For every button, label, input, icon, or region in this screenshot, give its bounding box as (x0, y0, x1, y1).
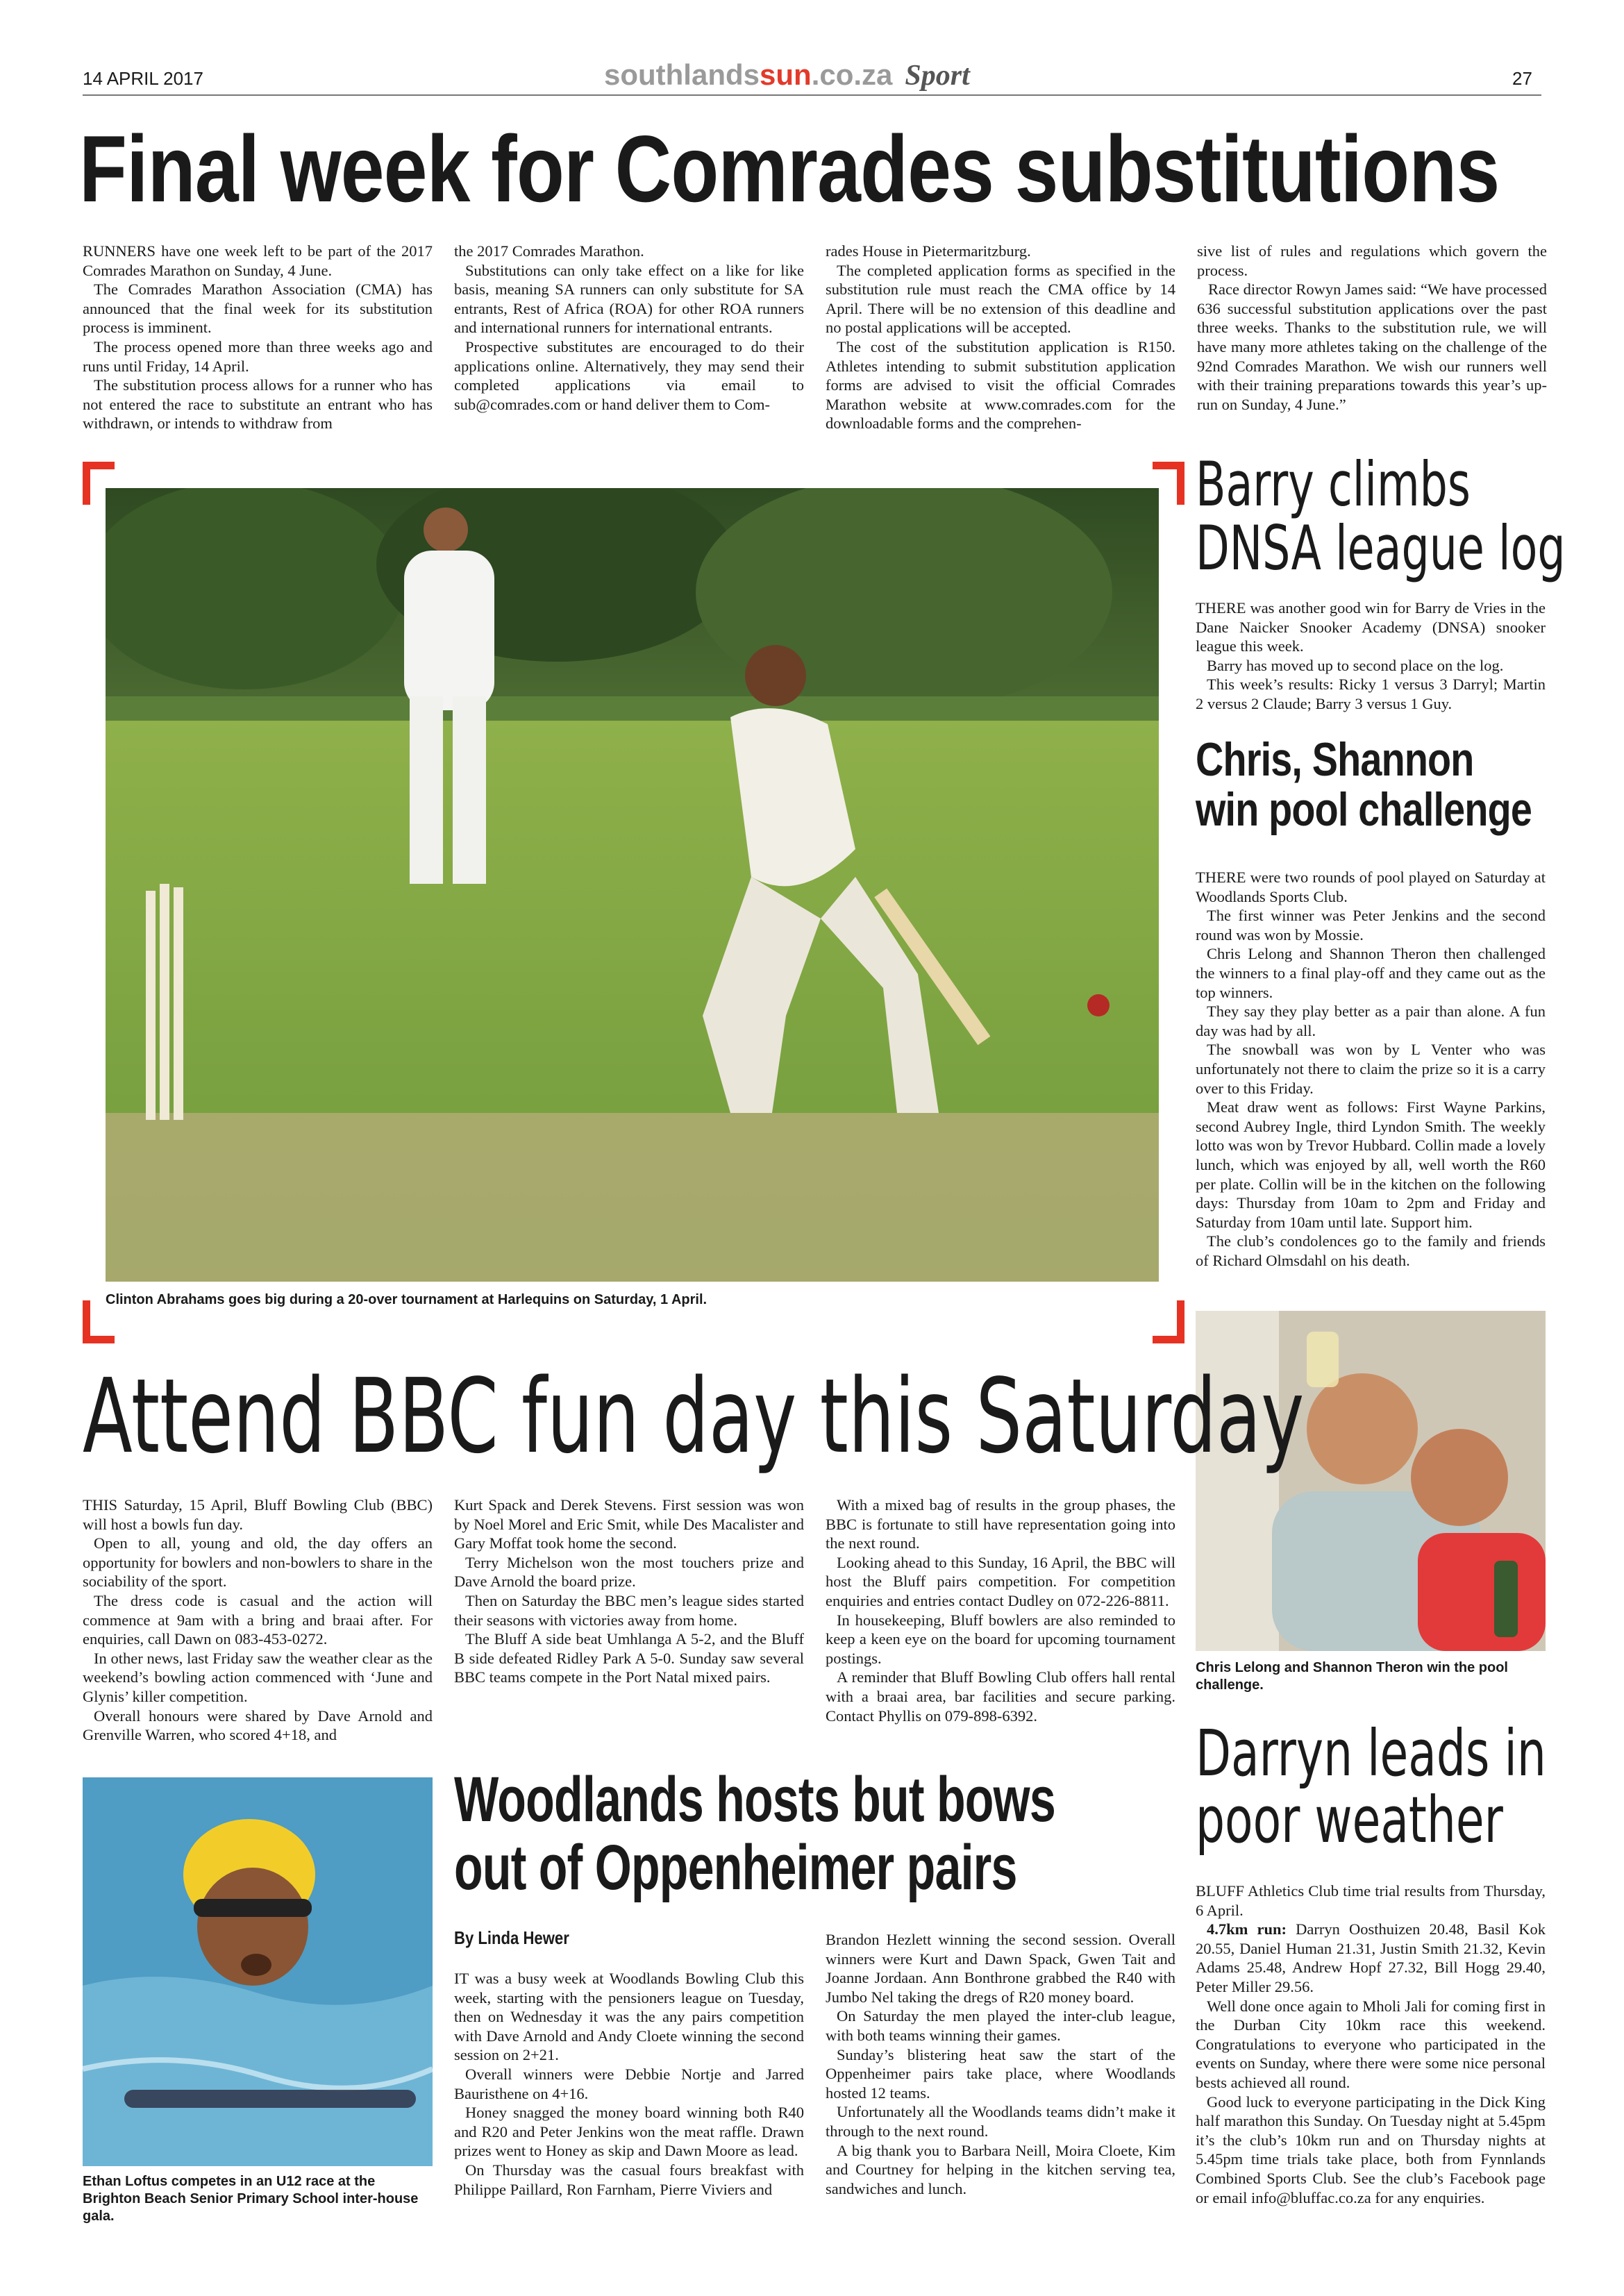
paragraph: IT was a busy week at Woodlands Bowling Club this week, starting with the pensioners league on Tuesday, then on Wednesday it was the any pairs competition with Dave Arnold and Andy Cloete winning the second session on 2+21. (454, 1970, 804, 2064)
paragraph: Then on Saturday the BBC men’s league sides started their seasons with victories away from home. (454, 1591, 804, 1629)
swimming-photo (83, 1777, 433, 2166)
paragraph: Overall honours were shared by Dave Arnold and Grenville Warren, who scored 4+18, and (83, 1707, 433, 1744)
paragraph: Unfortunately all the Woodlands teams didn’t make it through to the next round. (826, 2103, 1175, 2140)
masthead-domain: .co.za (811, 58, 893, 91)
paragraph: The cost of the substitution application is R150. Athletes intending to submit substitution application forms are advised to visit the official Comrades Marathon website at www.comrades.com for the downloadable forms and the comprehen- (826, 337, 1175, 433)
paragraph: Meat draw went as follows: First Wayne Parkins, second Aubrey Ingle, third Lyndon Smith. The weekly lotto was won by Trevor Hubbard. Collin made a lovely lunch, which was enjoyed by all, well worth the R60 per plate. Collin will be in the kitchen on the following days: Thursday from 10am to 2pm and Friday and Saturday from 10am until late. Support him. (1196, 1098, 1546, 1231)
woodlands-column-1 (454, 1969, 804, 2199)
header-rule (83, 94, 1541, 96)
paragraph: This week’s results: Ricky 1 versus 3 Darryl; Martin 2 versus 2 Claude; Barry 3 versus 1 Guy. (1196, 676, 1546, 712)
paragraph: The process opened more than three weeks ago and runs until Friday, 14 April. (83, 337, 433, 375)
bbc-headline: Attend BBC fun day this Saturday (83, 1357, 1305, 1476)
paragraph: In other news, last Friday saw the weather clear as the weekend’s bowling action commenced with ‘June and Glynis’ killer competition. (83, 1649, 433, 1705)
paragraph: the 2017 Comrades Marathon. (454, 242, 644, 260)
paragraph: Race director Rowyn James said: “We have processed 636 successful substitution applications over the past three weeks. Thanks to the substitution rule, we will have many more athletes taking on the challenge of the 92nd Comrades Marathon. We wish our runners well with their training preparations towards this year’s up-run on Sunday, 4 June.” (1197, 280, 1547, 413)
frame-right-bottom-bar (1177, 1300, 1184, 1343)
paragraph: Brandon Hezlett winning the second session. Overall winners were Kurt and Dawn Spack, Gwen Tait and Joanne Jordaan. Ann Bonthrone grabbed the R40 with Jumbo Nel taking the dregs of R20 money board. (826, 1931, 1175, 2006)
masthead-sun: sun (760, 58, 812, 91)
paragraph: The substitution process allows for a runner who has not entered the race to substitute an entrant who has withdrawn, or intends to withdraw from (83, 376, 433, 433)
paragraph: Barry has moved up to second place on the log. (1207, 656, 1504, 674)
paragraph: sive list of rules and regulations which govern the process. (1197, 242, 1547, 279)
stumps (146, 884, 183, 1120)
barry-story (1196, 598, 1546, 714)
paragraph: Chris Lelong and Shannon Theron then challenged the winners to a final play-off and they came out as the top winners. (1196, 945, 1546, 1001)
masthead-southlands: southlands (604, 58, 760, 91)
paragraph: A reminder that Bluff Bowling Club offers hall rental with a braai area, bar facilities and secure parking. Contact Phyllis on 079-898-6392. (826, 1668, 1175, 1725)
paragraph: Honey snagged the money board winning both R40 and R20 and Peter Jenkins won the meat raffle. Drawn prizes went to Honey as skip and Dawn Moore as lead. (454, 2104, 804, 2160)
paragraph: Looking ahead to this Sunday, 16 April, the BBC will host the Bluff pairs competition. For competition enquiries and entries contact Dudley on 072-226-8811. (826, 1553, 1175, 1609)
paragraph: A big thank you to Barbara Neill, Moira Cloete, Kim and Courtney for helping in the kitchen serving tea, sandwiches and lunch. (826, 2141, 1175, 2197)
swimming-photo-caption: Ethan Loftus competes in an U12 race at the Brighton Beach Senior Primary School inter-house gala. (83, 2174, 419, 2224)
woodlands-column-2 (826, 1930, 1175, 2198)
comrades-column-1 (83, 242, 433, 433)
paragraph: In housekeeping, Bluff bowlers are also reminded to keep a keen eye on the board for upcoming tournament postings. (826, 1611, 1175, 1667)
bbc-column-3 (826, 1495, 1175, 1725)
paragraph: Open to all, young and old, the day offers an opportunity for bowlers and non-bowlers to share in the sociability of the sport. (83, 1534, 433, 1591)
darryn-headline-line-1: Darryn leads in (1196, 1716, 1546, 1791)
page-number: 27 (1512, 68, 1532, 89)
cricket-scene (106, 488, 1159, 1282)
paragraph: Prospective substitutes are encouraged to do their applications online. Alternatively, they may send their completed applications via email to sub@comrades.com or hand deliver them to Com- (454, 337, 804, 413)
issue-date: 14 APRIL 2017 (83, 68, 203, 89)
paragraph: THERE was another good win for Barry de Vries in the Dane Naicker Snooker Academy (DNSA) snooker league this week. (1196, 599, 1546, 655)
cricket-photo (106, 488, 1159, 1282)
paragraph: With a mixed bag of results in the group phases, the BBC is fortunate to still have representation going into the next round. (826, 1496, 1175, 1552)
comrades-column-2 (454, 242, 804, 414)
woodlands-byline: By Linda Hewer (454, 1927, 569, 1948)
darryn-story (1196, 1882, 1546, 2207)
frame-left-top-bar (83, 462, 90, 505)
darryn-headline-line-2: poor weather (1196, 1783, 1503, 1857)
cricket-photo-caption: Clinton Abrahams goes big during a 20-over tournament at Harlequins on Saturday, 1 April. (106, 1292, 708, 1307)
paragraph: The Bluff A side beat Umhlanga A 5-2, and the Bluff B side defeated Ridley Park A 5-0. Sunday saw several BBC teams compete in the Port Natal mixed pairs. (454, 1630, 804, 1686)
woodlands-headline-line-2: out of Oppenheimer pairs (454, 1832, 1017, 1903)
paragraph: The club’s condolences go to the family and friends of Richard Olmsdahl on his death. (1196, 1232, 1546, 1269)
paragraph: On Saturday the men played the inter-club league, with both teams winning their games. (826, 2007, 1175, 2044)
masthead (604, 58, 970, 92)
pool-headline-line-2: win pool challenge (1196, 783, 1532, 836)
paragraph: They say they play better as a pair than alone. A fun day was had by all. (1196, 1003, 1546, 1039)
paragraph: Kurt Spack and Derek Stevens. First session was won by Noel Morel and Eric Smit, while Des Macalister and Gary Moffat took home the second. (454, 1496, 804, 1552)
woodlands-headline-line-1: Woodlands hosts but bows (454, 1764, 1055, 1835)
paragraph: THERE were two rounds of pool played on Saturday at Woodlands Sports Club. (1196, 869, 1546, 905)
frame-right-top-bar (1177, 462, 1184, 505)
paragraph: BLUFF Athletics Club time trial results from Thursday, 6 April. (1196, 1882, 1546, 1919)
paragraph: Overall winners were Debbie Nortje and Jarred Bauristhene on 4+16. (454, 2065, 804, 2102)
run-results: Darryn Oosthuizen 20.48, Basil Kok 20.55, Daniel Human 21.31, Justin Smith 21.32, Kevin Adams 25.48, Andrew Hopf 27.32, Bill Hogg 29.40, Peter Miller 29.56. (1196, 1920, 1546, 1995)
section-name: Sport (905, 60, 970, 92)
pool-photo-caption: Chris Lelong and Shannon Theron win the pool challenge. (1196, 1660, 1508, 1693)
barry-headline-line-1: Barry climbs (1196, 449, 1471, 520)
run-label: 4.7km run: (1207, 1920, 1287, 1938)
paragraph: The snowball was won by L Venter who was unfortunately not there to claim the prize so it is a carry over to this Friday. (1196, 1041, 1546, 1097)
paragraph: Sunday’s blistering heat saw the start of the Oppenheimer pairs take place, where Woodlands hosted 12 teams. (826, 2045, 1175, 2102)
barry-headline-line-2: DNSA league log (1196, 512, 1566, 584)
paragraph: Good luck to everyone participating in the Dick King half marathon this Sunday. On Tuesday night at 5.45pm it’s the club’s 10km run and on Thursday nights at 5.45pm time trials take place, both from Fynnlands Combined Sports Club. See the club’s Facebook page or email info@bluffac.co.za for any enquiries. (1196, 2093, 1546, 2206)
comrades-column-4 (1197, 242, 1547, 414)
paragraph: Substitutions can only take effect on a like for like basis, meaning SA runners can only substitute for SA entrants, Rest of Africa (ROA) for other ROA runners and international runners for international entrants. (454, 261, 804, 337)
paragraph: On Thursday was the casual fours breakfast with Philippe Paillard, Ron Farnham, Pierre Viviers and (454, 2161, 804, 2198)
pool-headline-line-1: Chris, Shannon (1196, 733, 1474, 786)
comrades-headline: Final week for Comrades substitutions (79, 116, 1500, 221)
paragraph: THIS Saturday, 15 April, Bluff Bowling Club (BBC) will host a bowls fun day. (83, 1496, 433, 1533)
pool-story (1196, 868, 1546, 1270)
paragraph: Well done once again to Mholi Jali for coming first in the Durban City 10km race this weekend. Congratulations to everyone who participated in the events on Sunday, where there were some nice personal bests achieved all round. (1196, 1997, 1546, 2091)
paragraph: The completed application forms as specified in the substitution rule must reach the CMA office by 14 April. There will be no extension of this deadline and no postal applications will be accepted. (826, 261, 1175, 337)
paragraph (1196, 1920, 1546, 1996)
paragraph: The first winner was Peter Jenkins and the second round was won by Mossie. (1196, 907, 1546, 944)
paragraph: Terry Michelson won the most touchers prize and Dave Arnold the board prize. (454, 1553, 804, 1591)
frame-left-bottom-bar (83, 1300, 90, 1343)
swimming-scene (83, 1777, 433, 2166)
bbc-column-2 (454, 1495, 804, 1687)
paragraph: rades House in Pietermaritzburg. (826, 242, 1031, 260)
paragraph: RUNNERS have one week left to be part of the 2017 Comrades Marathon on Sunday, 4 June. (83, 242, 433, 279)
comrades-column-3 (826, 242, 1175, 433)
paragraph: The Comrades Marathon Association (CMA) has announced that the final week for its substitution process is imminent. (83, 280, 433, 337)
bbc-column-1 (83, 1495, 433, 1745)
paragraph: The dress code is casual and the action will commence at 9am with a bring and braai after. For enquiries, call Dawn on 083-453-0272. (83, 1591, 433, 1648)
